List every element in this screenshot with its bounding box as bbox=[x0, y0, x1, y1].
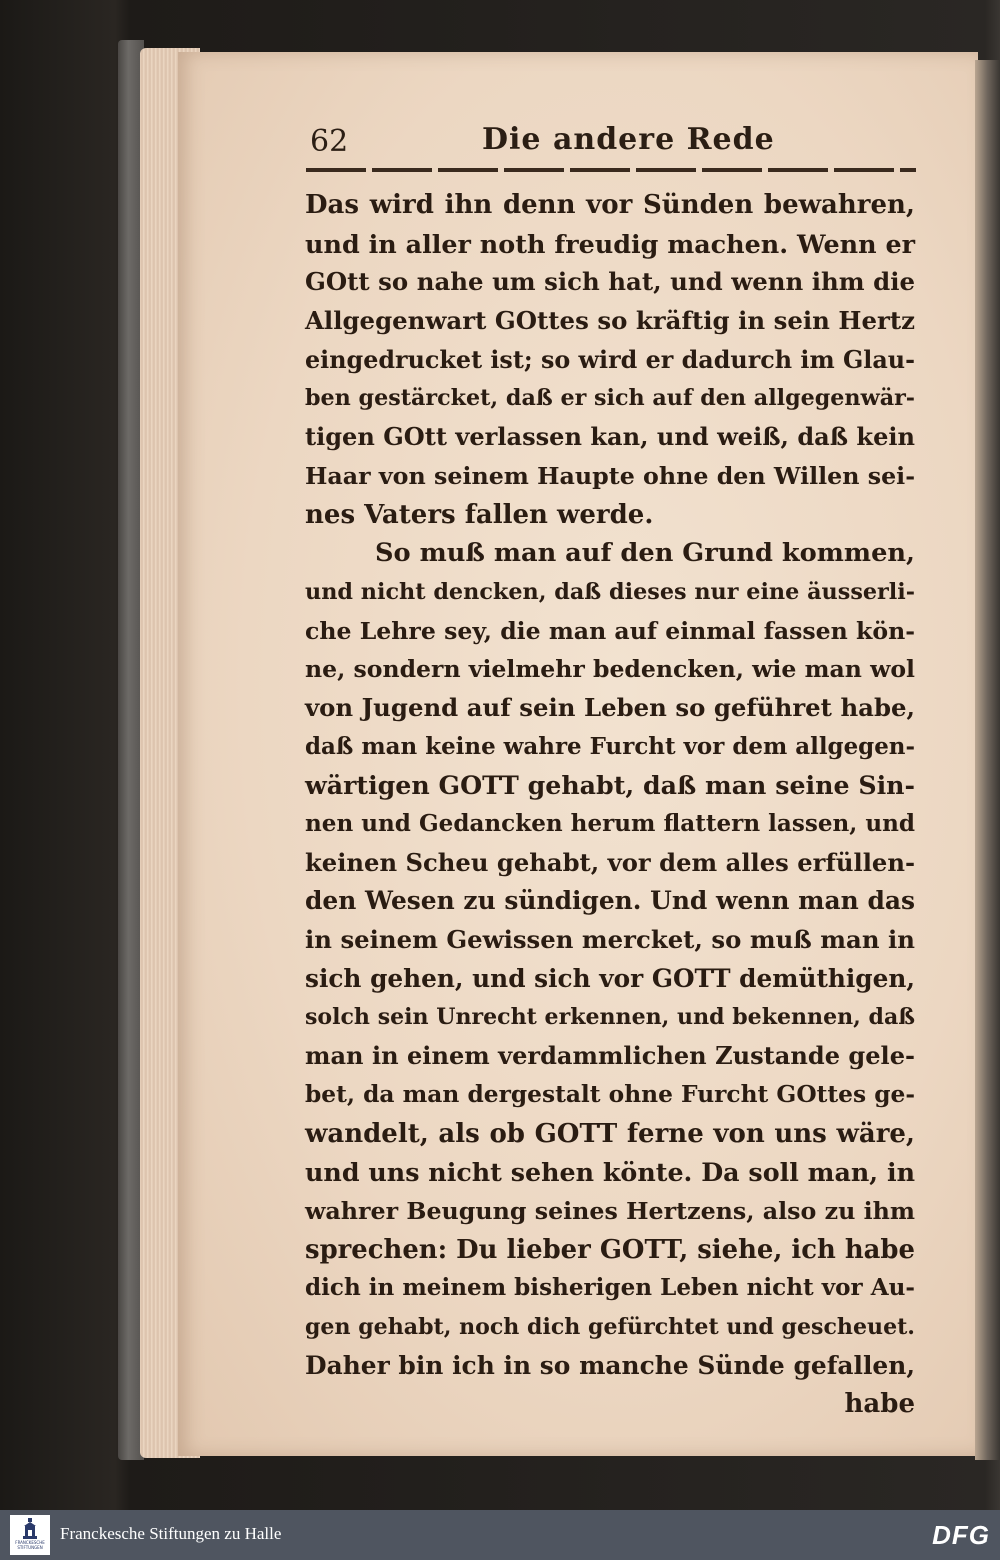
catchword: habe bbox=[844, 1389, 915, 1420]
header-rule bbox=[306, 168, 916, 172]
running-head: Die andere Rede bbox=[482, 122, 775, 157]
text-line: sich gehen, und sich vor GOTT demüthigen, bbox=[305, 963, 915, 993]
text-line: ben gestärcket, daß er sich auf den allgegenwär- bbox=[305, 385, 916, 412]
text-line: bet, da man dergestalt ohne Furcht GOttes ge- bbox=[305, 1080, 915, 1108]
text-line: daß man keine wahre Furcht vor dem allgegen- bbox=[305, 732, 915, 760]
footer-bar bbox=[0, 1510, 1000, 1560]
text-line: eingedrucket ist; so wird er dadurch im Glau- bbox=[305, 345, 916, 374]
institution-logo bbox=[10, 1515, 50, 1555]
page-header bbox=[310, 122, 910, 172]
text-line: che Lehre sey, die man auf einmal fassen kön- bbox=[305, 616, 916, 645]
text-line: Das wird ihn denn vor Sünden bewahren, bbox=[305, 190, 915, 220]
text-line: GOtt so nahe um sich hat, und wenn ihm die bbox=[305, 267, 915, 297]
text-line: nes Vaters fallen werde. bbox=[305, 499, 654, 530]
text-line: tigen GOtt verlassen kan, und weiß, daß kein bbox=[305, 422, 915, 452]
text-line: und in aller noth freudig machen. Wenn er bbox=[305, 228, 915, 259]
logo-text-line2: STIFTUNGEN bbox=[17, 1545, 43, 1550]
text-line: wandelt, als ob GOTT ferne von uns wäre, bbox=[305, 1118, 915, 1149]
text-line: gen gehabt, noch dich gefürchtet und gescheuet. bbox=[305, 1313, 915, 1340]
page-number: 62 bbox=[310, 124, 349, 159]
text-line: keinen Scheu gehabt, vor dem alles erfüllen- bbox=[305, 847, 915, 877]
logo-text-line1: FRANCKESCHE bbox=[15, 1540, 45, 1545]
text-line: wärtigen GOTT gehabt, daß man seine Sin- bbox=[305, 770, 915, 801]
text-line: den Wesen zu sündigen. Und wenn man das bbox=[305, 886, 915, 916]
dfg-logo: DFG bbox=[932, 1520, 990, 1550]
text-line: ne, sondern vielmehr bedencken, wie man wol bbox=[305, 655, 915, 684]
text-line: So muß man auf den Grund kommen, bbox=[375, 538, 915, 569]
text-line: sprechen: Du lieber GOTT, siehe, ich habe bbox=[305, 1234, 915, 1265]
logo-text bbox=[15, 1540, 44, 1550]
text-line: Haar von seinem Haupte ohne den Willen sei- bbox=[305, 461, 916, 490]
francke-emblem-icon bbox=[21, 1518, 39, 1540]
facing-page-edge bbox=[975, 60, 1000, 1460]
text-line: Allgegenwart GOttes so kräftig in sein Hertz bbox=[305, 306, 915, 336]
text-line: Daher bin ich in so manche Sünde gefallen, bbox=[305, 1350, 915, 1380]
text-line: dich in meinem bisherigen Leben nicht vor Au- bbox=[305, 1274, 915, 1302]
body-text bbox=[305, 186, 915, 1424]
text-line: man in einem verdammlichen Zustande gele- bbox=[305, 1041, 915, 1071]
text-line: und uns nicht sehen könte. Da soll man, in bbox=[305, 1157, 915, 1188]
text-line: in seinem Gewissen mercket, so muß man in bbox=[305, 925, 915, 955]
text-line: wahrer Beugung seines Hertzens, also zu ihm bbox=[305, 1196, 915, 1225]
text-line: nen und Gedancken herum flattern lassen, und bbox=[305, 810, 915, 837]
text-line: von Jugend auf sein Leben so geführet habe, bbox=[305, 692, 915, 722]
text-line: solch sein Unrecht erkennen, und bekennen, daß bbox=[305, 1004, 915, 1031]
text-line: und nicht dencken, daß dieses nur eine äusserli- bbox=[305, 578, 915, 605]
institution-name: Franckesche Stiftungen zu Halle bbox=[60, 1524, 282, 1543]
